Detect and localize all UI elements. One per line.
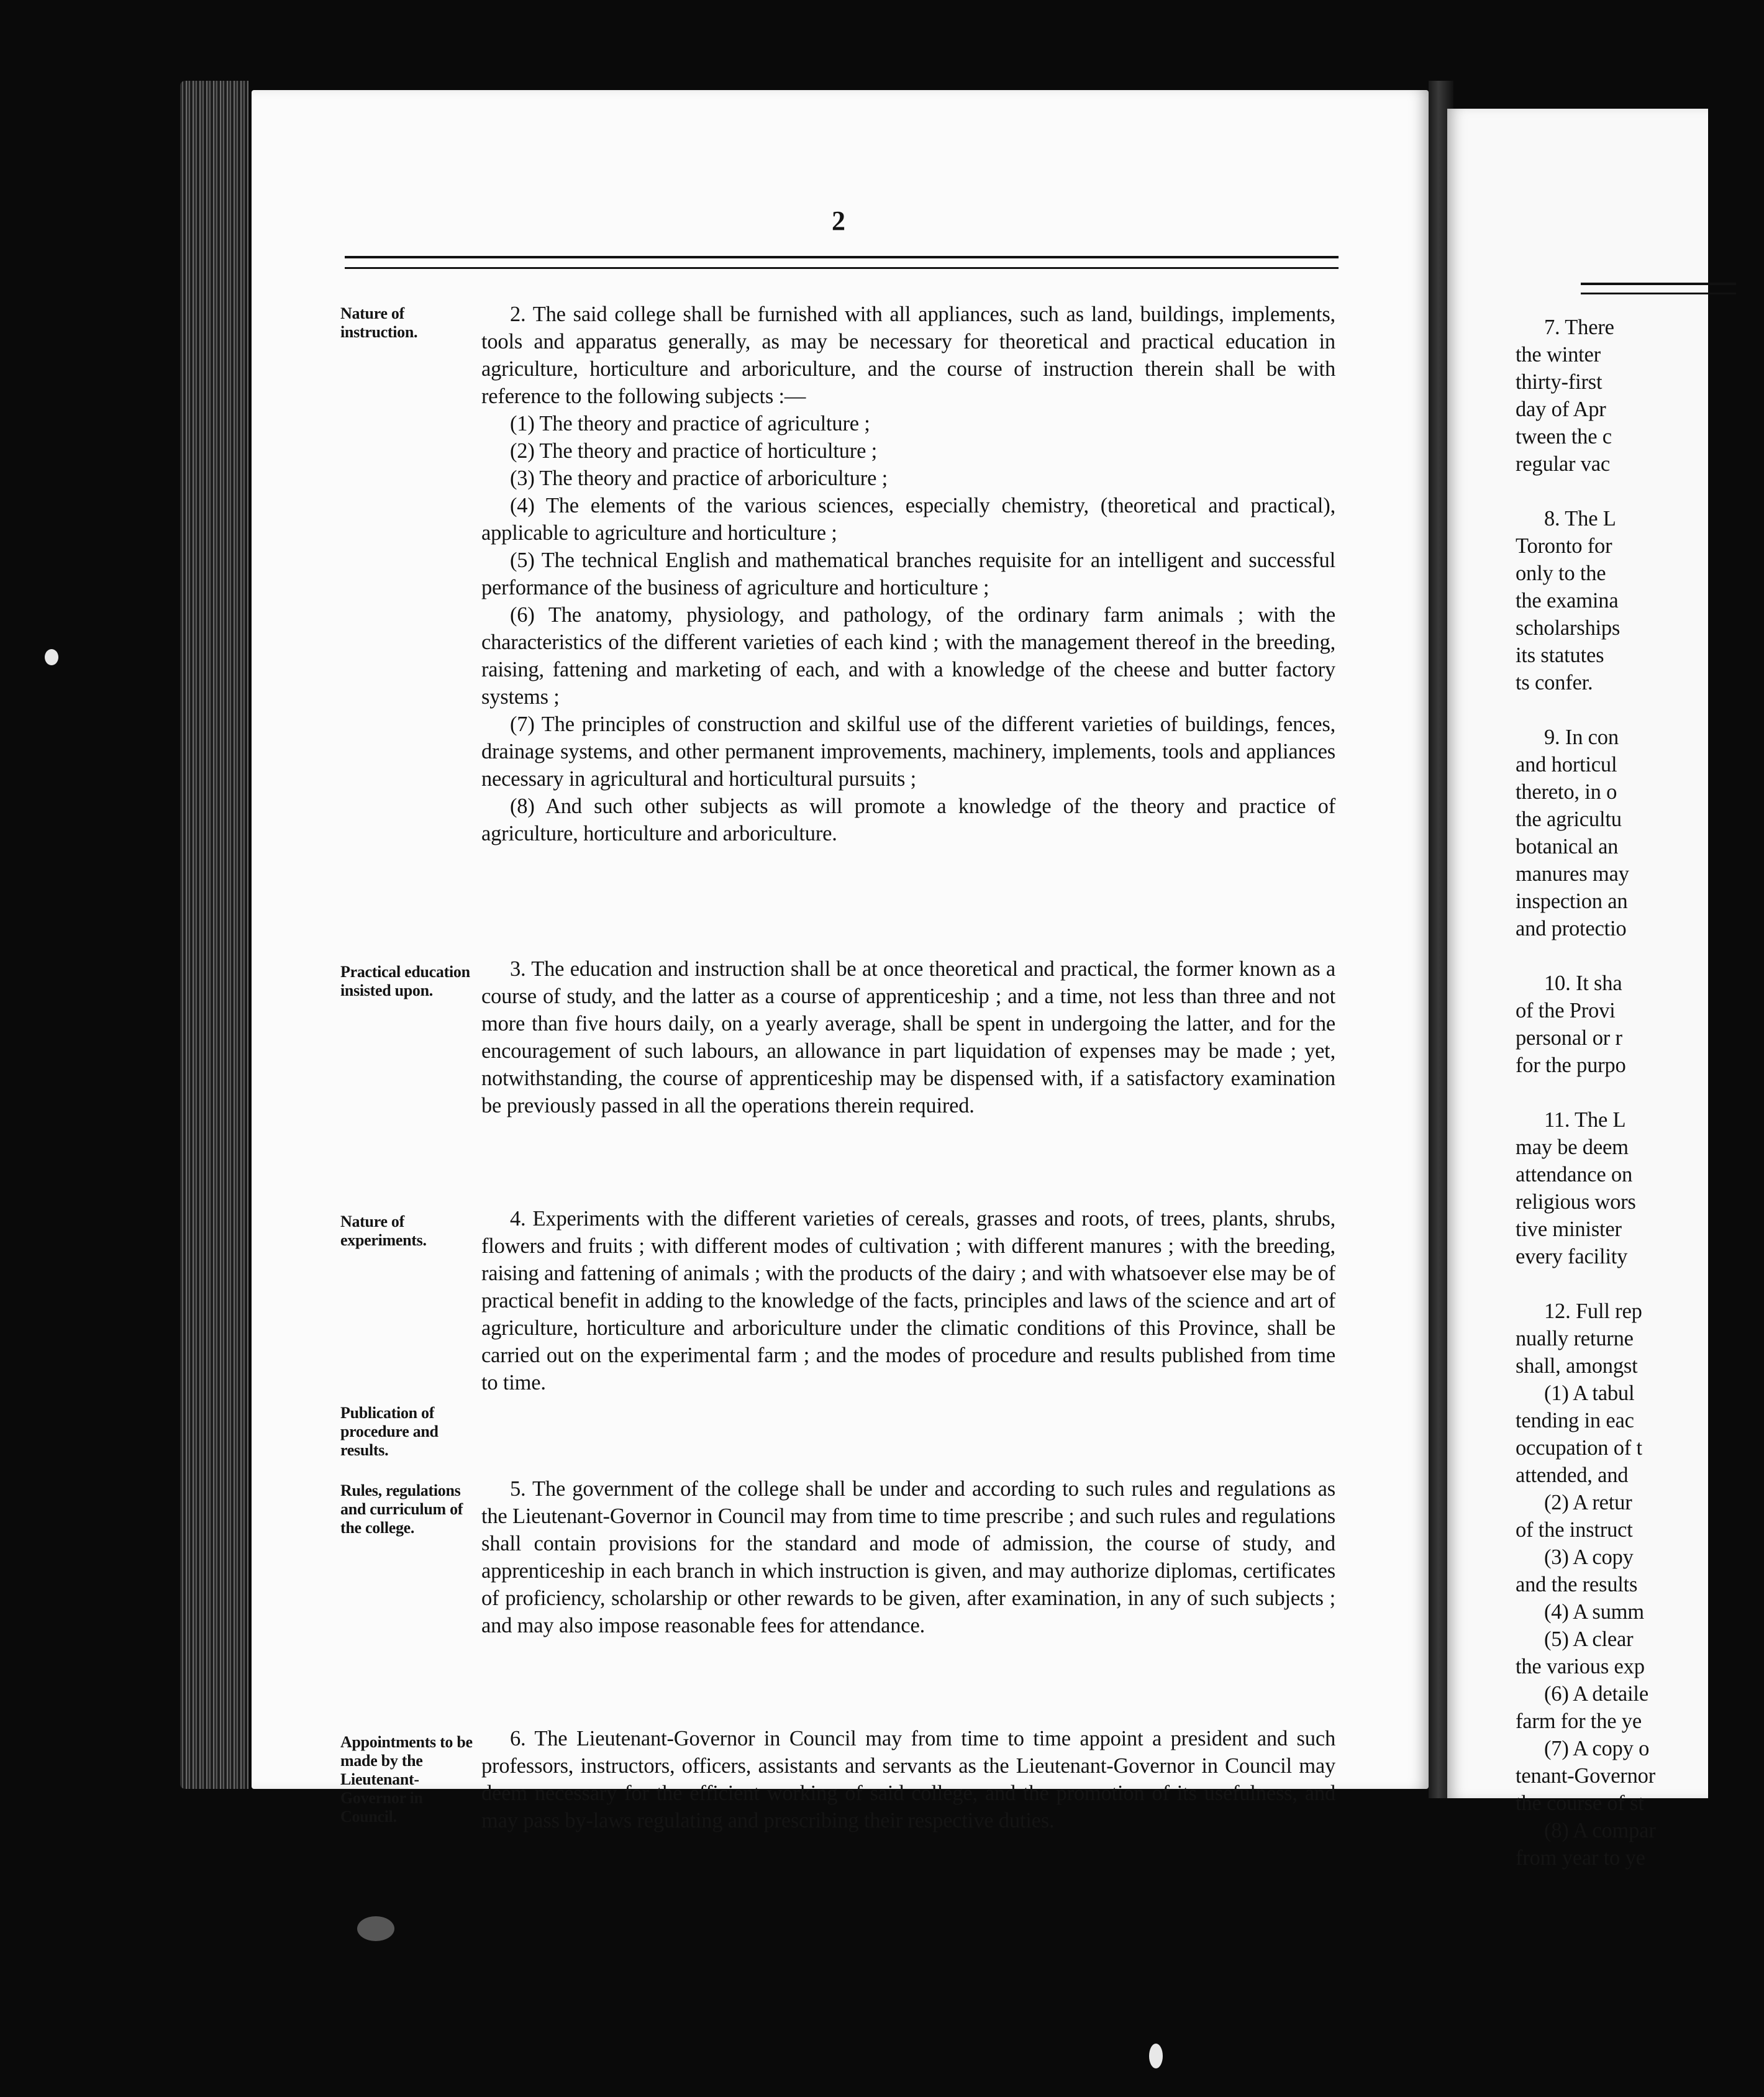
text-line: manures may xyxy=(1516,862,1629,886)
text-line: 12. Full rep xyxy=(1544,1299,1642,1323)
text-line: (3) A copy xyxy=(1544,1545,1634,1569)
line-gap xyxy=(1516,1270,1764,1298)
list-item: (4) The elements of the various sciences, especially chemistry, (theoretical and practical), applicable to agriculture and horticulture ; xyxy=(481,494,1335,545)
margin-note: Nature of instruction. xyxy=(340,304,418,341)
text-line: attendance on xyxy=(1516,1163,1633,1186)
text-line: Toronto for xyxy=(1516,534,1612,558)
page-number: 2 xyxy=(832,206,845,236)
text-line: shall, amongst xyxy=(1516,1354,1638,1378)
list-item: (5) The technical English and mathematical branches requisite for an intelligent and successful performance of the business of agriculture and horticulture ; xyxy=(481,548,1335,599)
text-line: inspection an xyxy=(1516,889,1628,913)
right-page-header-rule xyxy=(1581,283,1736,294)
margin-note: Publication of procedure and results. xyxy=(340,1404,439,1459)
right-page xyxy=(1447,109,1708,1870)
text-line: may be deem xyxy=(1516,1135,1629,1159)
text-line: tive minister xyxy=(1516,1217,1622,1241)
line-gap xyxy=(1516,696,1764,724)
text-line: (1) A tabul xyxy=(1544,1381,1635,1405)
text-line: its statutes xyxy=(1516,644,1604,667)
text-line: 10. It sha xyxy=(1544,971,1622,995)
text-line: religious wors xyxy=(1516,1190,1636,1214)
text-line: tending in eac xyxy=(1516,1409,1634,1432)
text-line: (2) A retur xyxy=(1544,1491,1632,1514)
section-2 xyxy=(481,301,1335,847)
text-line: scholarships xyxy=(1516,616,1621,640)
text-line: the winter xyxy=(1516,343,1601,366)
text-line: the agricultu xyxy=(1516,807,1622,831)
text-line: (4) A summ xyxy=(1544,1600,1644,1624)
text-line: (7) A copy o xyxy=(1544,1737,1650,1760)
list-item: (1) The theory and practice of agriculture ; xyxy=(510,412,870,435)
text-line: of the Provi xyxy=(1516,999,1616,1022)
section-5 xyxy=(481,1475,1335,1639)
book-spine xyxy=(180,81,248,1789)
section-6 xyxy=(481,1725,1335,1834)
margin-note: Rules, regulations and curriculum of the college. xyxy=(340,1481,463,1537)
text-line: from year to ye xyxy=(1516,1846,1645,1870)
text-line: personal or r xyxy=(1516,1026,1622,1050)
text-line: the course of st xyxy=(1516,1791,1644,1815)
text-line: every facility xyxy=(1516,1245,1628,1268)
margin-note: Practical education insisted upon. xyxy=(340,963,470,999)
list-item: (7) The principles of construction and skilful use of the different varieties of buildings, fences, drainage systems, and other permanent improvements, machinery, implements, tools and appliances necessary in agricultural and horticultural pursuits ; xyxy=(481,712,1335,791)
list-item: (3) The theory and practice of arboriculture ; xyxy=(510,466,888,490)
text-line: tween the c xyxy=(1516,425,1612,448)
margin-note: Nature of experiments. xyxy=(340,1212,427,1249)
text-line: and horticul xyxy=(1516,753,1617,776)
text-line: day of Apr xyxy=(1516,398,1606,421)
list-item: (2) The theory and practice of horticulture ; xyxy=(510,439,877,463)
text-line: ts confer. xyxy=(1516,671,1593,694)
text-line: only to the xyxy=(1516,562,1606,585)
text-line: 9. In con xyxy=(1544,726,1619,749)
section-4 xyxy=(481,1205,1335,1396)
scan-speck xyxy=(1149,2044,1163,2068)
scan-speck xyxy=(45,649,58,665)
text-line: thereto, in o xyxy=(1516,780,1617,804)
line-gap xyxy=(1516,1079,1764,1106)
text-line: attended, and xyxy=(1516,1463,1629,1487)
text-line: (5) A clear xyxy=(1544,1627,1634,1651)
text-line: (6) A detaile xyxy=(1544,1682,1648,1706)
text-line: nually returne xyxy=(1516,1327,1634,1350)
header-rule xyxy=(345,256,1339,269)
scan-speck xyxy=(357,1916,394,1941)
text-line: of the instruct xyxy=(1516,1518,1633,1542)
text-line: for the purpo xyxy=(1516,1053,1626,1077)
text-line: 11. The L xyxy=(1544,1108,1626,1132)
text-line: 8. The L xyxy=(1544,507,1616,530)
paragraph: 5. The government of the college shall be under and according to such rules and regulations as the Lieutenant-Governor in Council may from time to time prescribe ; and such rules and regulations shall contain provisions for the standard and mode of admission, the course of study, and apprenticeship in each branch in which instruction is given, and may authorize diplomas, certificates of proficiency, scholarship or other rewards to be given, after examination, in any of such subjects ; and may also impose reasonable fees for attendance. xyxy=(481,1477,1335,1637)
text-line: the examina xyxy=(1516,589,1619,612)
paragraph: 6. The Lieutenant-Governor in Council may from time to time appoint a president and such professors, instructors, officers, assistants and servants as the Lieutenant-Governor in Council may deem necessary for the efficient working of said college, and the promotion of its usefulness, and may pass by-laws regulating and prescribing their respective duties. xyxy=(481,1727,1335,1832)
list-item: (8) And such other subjects as will promote a knowledge of the theory and practice of agriculture, horticulture and arboriculture. xyxy=(481,794,1335,845)
line-gap xyxy=(1516,478,1764,505)
line-gap xyxy=(1516,942,1764,970)
margin-note: Appointments to be made by the Lieutenant-Governor in Council. xyxy=(340,1733,473,1826)
text-line: thirty-first xyxy=(1516,370,1603,394)
text-line: 7. There xyxy=(1544,316,1614,339)
text-line: the various exp xyxy=(1516,1655,1645,1678)
list-item: (6) The anatomy, physiology, and pathology, of the ordinary farm animals ; with the characteristics of the different varieties of each kind ; with the management thereof in the breeding, raising, fattening and marketing of each, and with a knowledge of the cheese and butter factory systems ; xyxy=(481,603,1335,709)
right-page-text xyxy=(1516,314,1764,1872)
paragraph: 3. The education and instruction shall be at once theoretical and practical, the former known as a course of study, and the latter as a course of apprenticeship ; and a time, not less than three and not more than five hours daily, on a yearly average, shall be spent in undergoing the latter, and for the encouragement of such labours, an allowance in part liquidation of expenses may be made ; yet, notwithstanding, the course of apprenticeship may be dispensed with, if a satisfactory examination be previously passed in all the operations therein required. xyxy=(481,957,1335,1117)
text-line: regular vac xyxy=(1516,452,1610,476)
text-line: botanical an xyxy=(1516,835,1619,858)
text-line: and protectio xyxy=(1516,917,1627,940)
text-line: occupation of t xyxy=(1516,1436,1642,1460)
text-line: and the results xyxy=(1516,1573,1638,1596)
section-3 xyxy=(481,955,1335,1119)
paragraph: 4. Experiments with the different varieties of cereals, grasses and roots, of trees, plants, shrubs, flowers and fruits ; with different modes of cultivation ; with different manures ; with the breeding, raising and fattening of animals ; with the products of the dairy ; and with whatsoever else may be of practical benefit in adding to the knowledge of the facts, principles and laws of the science and art of agriculture, horticulture and arboriculture under the climatic conditions of this Province, shall be carried out on the experimental farm ; and the modes of procedure and results published from time to time. xyxy=(481,1207,1335,1394)
text-line: (8) A compar xyxy=(1544,1819,1656,1842)
text-line: tenant-Governor xyxy=(1516,1764,1655,1788)
text-line: farm for the ye xyxy=(1516,1709,1642,1733)
paragraph: 2. The said college shall be furnished with all appliances, such as land, buildings, implements, tools and apparatus generally, as may be necessary for theoretical and practical education in agriculture, horticulture and arboriculture, and the course of instruction therein shall be with reference to the following subjects :— xyxy=(481,302,1335,408)
